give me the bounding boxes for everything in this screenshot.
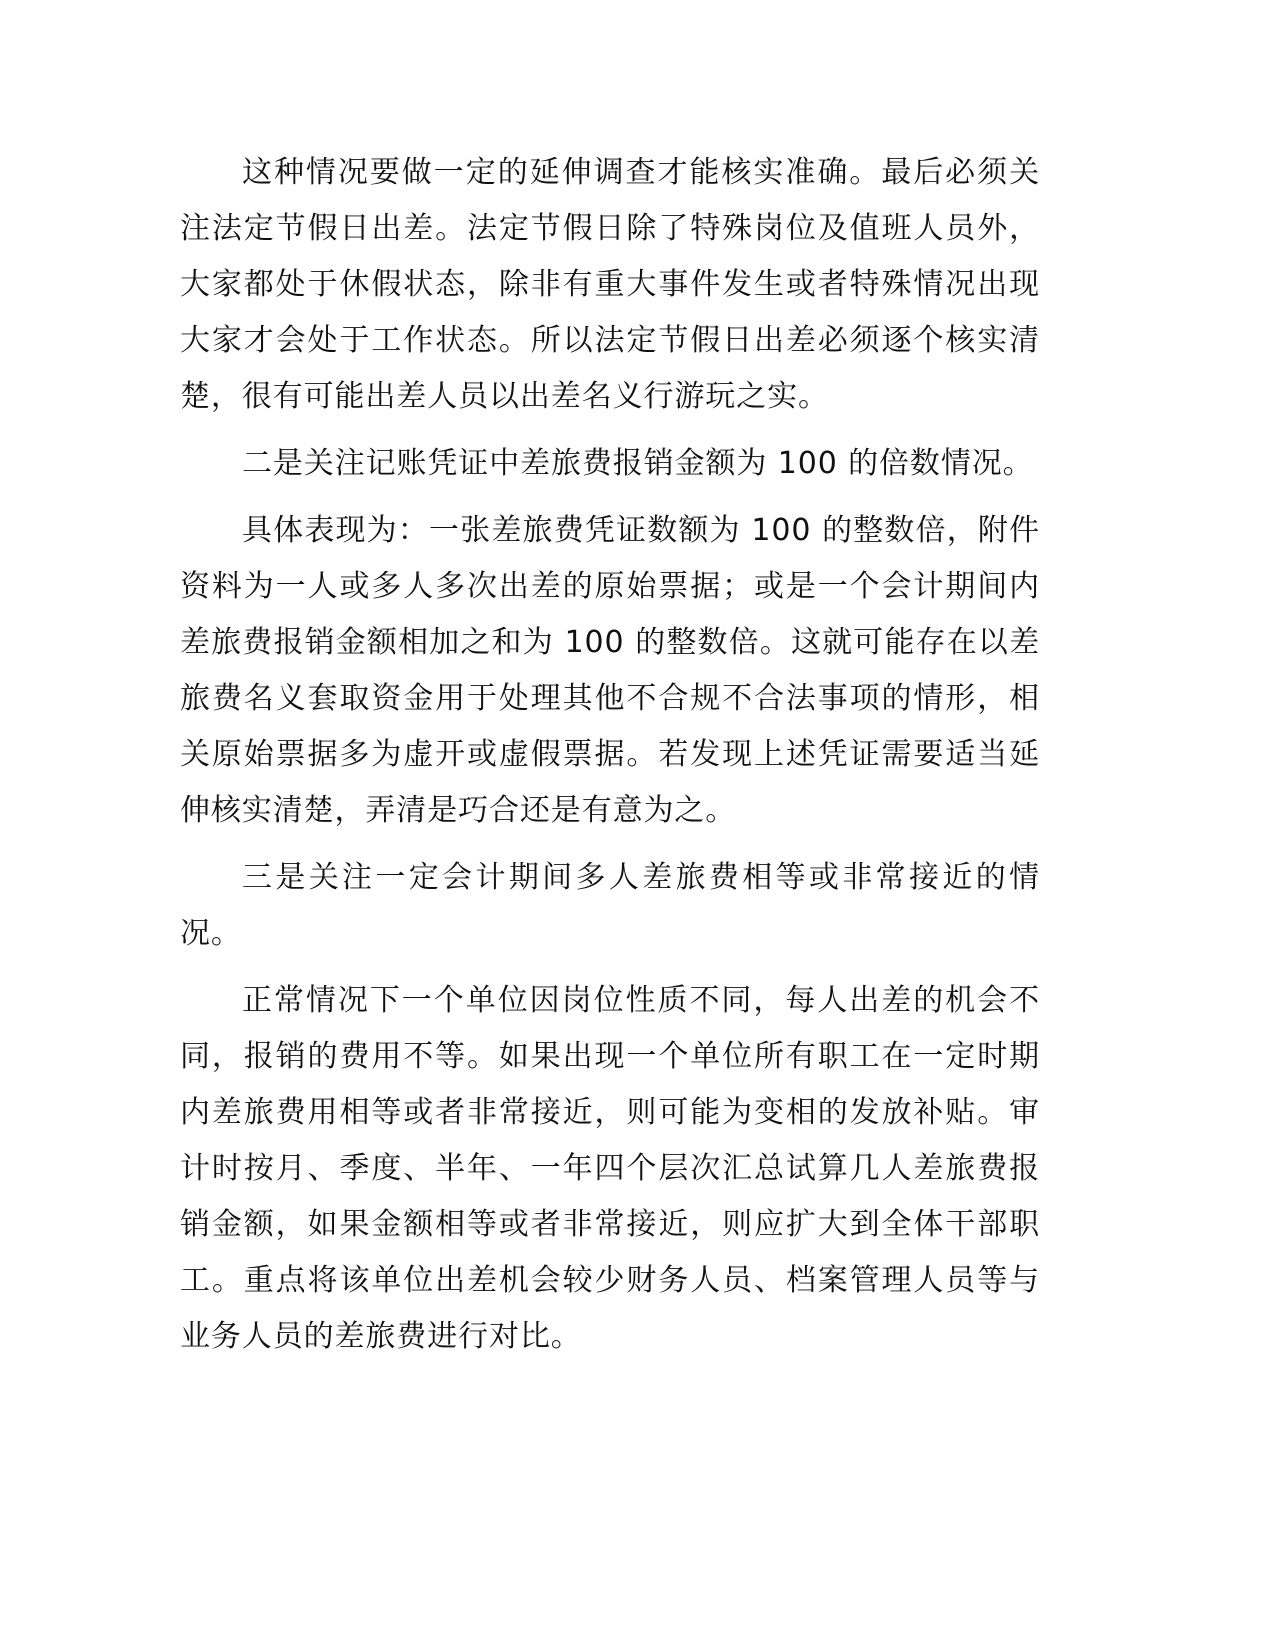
paragraph-point-two-detail: 具体表现为：一张差旅费凭证数额为 100 的整数倍，附件资料为一人或多人多次出差的原始票据；或是一个会计期间内差旅费报销金额相加之和为 100 的整数倍。这就可能存在以差旅费名义套取资金用于处理其他不合规不合法事项的情形，相关原始票据多为虚开或虚假票据。若发现上述凭证需要适当延伸核实清楚，弄清是巧合还是有意为之。 [180, 513, 1040, 828]
paragraph-point-three-heading: 三是关注一定会计期间多人差旅费相等或非常接近的情况。 [180, 860, 1040, 951]
paragraph-travel-verification: 这种情况要做一定的延伸调查才能核实准确。最后必须关注法定节假日出差。法定节假日除了特殊岗位及值班人员外，大家都处于休假状态，除非有重大事件发生或者特殊情况出现大家才会处于工作状态。所以法定节假日出差必须逐个核实清楚，很有可能出差人员以出差名义行游玩之实。 [180, 155, 1040, 414]
paragraph-point-two-heading: 二是关注记账凭证中差旅费报销金额为 100 的倍数情况。 [242, 446, 1034, 481]
document-page [180, 145, 1040, 1376]
paragraph-point-three-detail: 正常情况下一个单位因岗位性质不同，每人出差的机会不同，报销的费用不等。如果出现一个单位所有职工在一定时期内差旅费用相等或者非常接近，则可能为变相的发放补贴。审计时按月、季度、半年、一年四个层次汇总试算几人差旅费报销金额，如果金额相等或者非常接近，则应扩大到全体干部职工。重点将该单位出差机会较少财务人员、档案管理人员等与业务人员的差旅费进行对比。 [180, 983, 1040, 1354]
